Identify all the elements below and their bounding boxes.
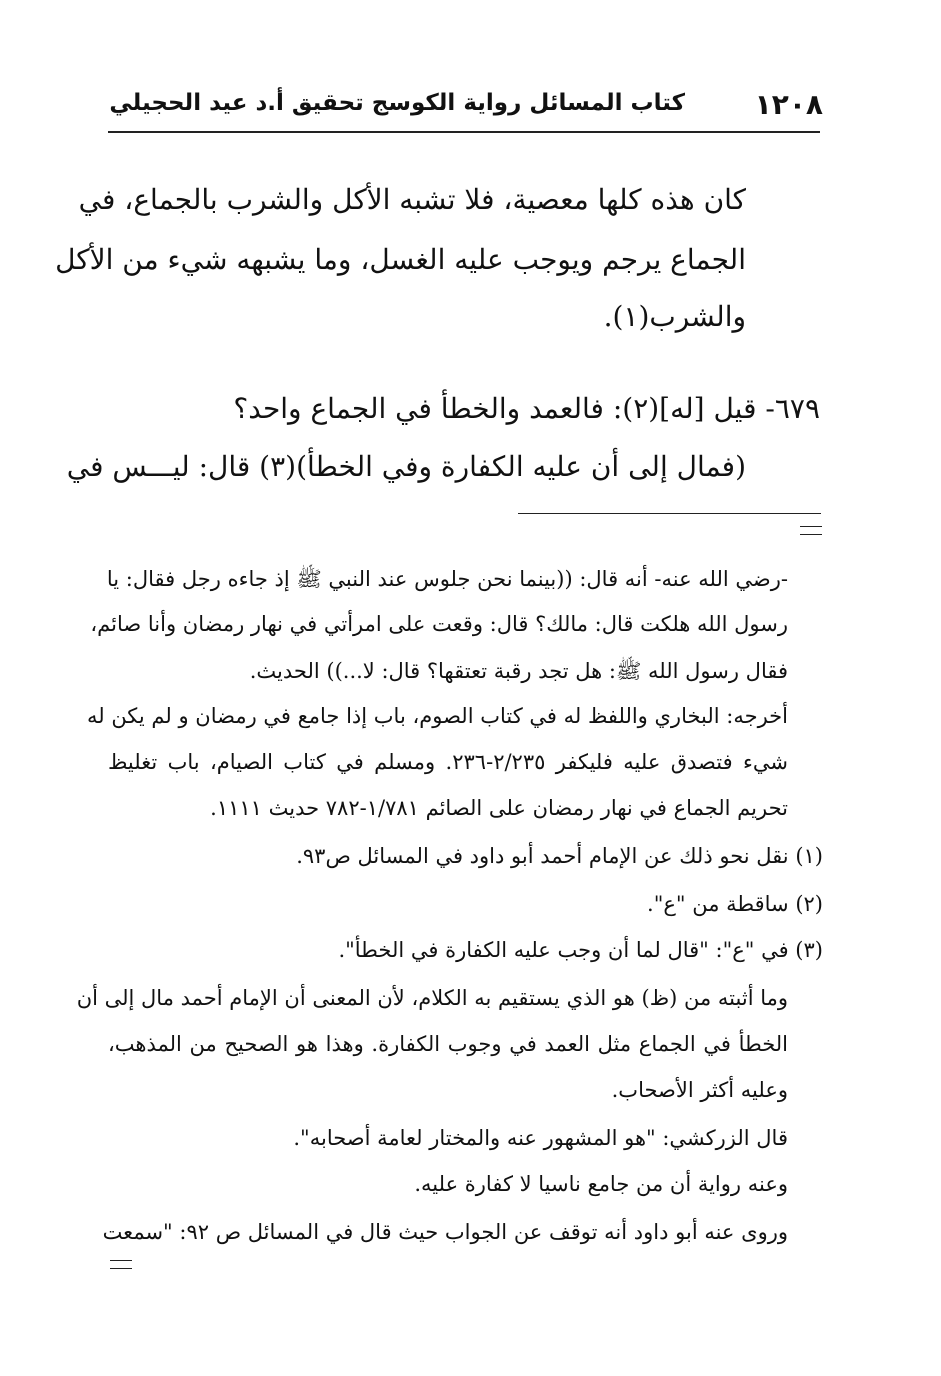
footnote-line: شيء فتصدق عليه فليكفر ٢/٢٣٥-٢٣٦. ومسلم في كتاب الصيام، باب تغليظ (108, 750, 788, 774)
running-header-title: كتاب المسائل رواية الكوسج تحقيق أ.د عيد الحجيلي (109, 90, 685, 116)
main-text-line: والشرب(١). (603, 300, 746, 333)
footnote-3-text: الخطأ في الجماع مثل العمد في وجوب الكفارة. وهذا هو الصحيح من المذهب، (108, 1032, 788, 1056)
footnote-3-text: وعنه رواية أن من جامع ناسيا لا كفارة عليه. (414, 1172, 788, 1196)
footnote-line: فقال رسول الله ﷺ: هل تجد رقبة تعتقها؟ قال: لا...)) الحديث. (249, 659, 788, 683)
question-679-line: (فمال إلى أن عليه الكفارة وفي الخطأ)(٣) قال: ليـــس في (66, 450, 746, 483)
footnote-line: رسول الله هلكت قال: مالك؟ قال: وقعت على امرأتي في نهار رمضان وأنا صائم، (90, 612, 788, 636)
continuation-mark (800, 526, 822, 535)
footnote-rule (518, 513, 821, 514)
footnote-3: (٣) في "ع": "قال لما أن وجب عليه الكفارة في الخطأ". (338, 938, 823, 962)
footnote-3-text: وعليه أكثر الأصحاب. (611, 1078, 788, 1102)
footnote-line: أخرجه: البخاري واللفظ له في كتاب الصوم، باب إذا جامع في رمضان و لم يكن له (86, 704, 788, 728)
question-679-line: ٦٧٩- قيل [له](٢): فالعمد والخطأ في الجماع واحد؟ (233, 392, 820, 425)
footnote-2: (٢) ساقطة من "ع". (647, 892, 823, 916)
continuation-mark (110, 1260, 132, 1269)
footnote-3-text: قال الزركشي: "هو المشهور عنه والمختار لعامة أصحابه". (293, 1126, 788, 1150)
footnote-3-text: وروى عنه أبو داود أنه توقف عن الجواب حيث قال في المسائل ص ٩٢: "سمعت (102, 1220, 788, 1244)
header-rule (108, 131, 820, 133)
page-number: ١٢٠٨ (754, 88, 823, 121)
main-text-line: الجماع يرجم ويوجب عليه الغسل، وما يشبهه شيء من الأكل (55, 243, 746, 276)
footnote-1: (١) نقل نحو ذلك عن الإمام أحمد أبو داود في المسائل ص٩٣. (296, 844, 823, 868)
footnote-3-text: وما أثبته من (ظ) هو الذي يستقيم به الكلام، لأن المعنى أن الإمام أحمد مال إلى أن (76, 986, 788, 1010)
main-text-line: كان هذه كلها معصية، فلا تشبه الأكل والشرب بالجماع، في (78, 183, 746, 216)
footnote-line: تحريم الجماع في نهار رمضان على الصائم ١/٧٨١-٧٨٢ حديث ١١١١. (210, 796, 788, 820)
footnote-line: -رضي الله عنه- أنه قال: ((بينما نحن جلوس عند النبي ﷺ إذ جاءه رجل فقال: يا (106, 567, 788, 591)
